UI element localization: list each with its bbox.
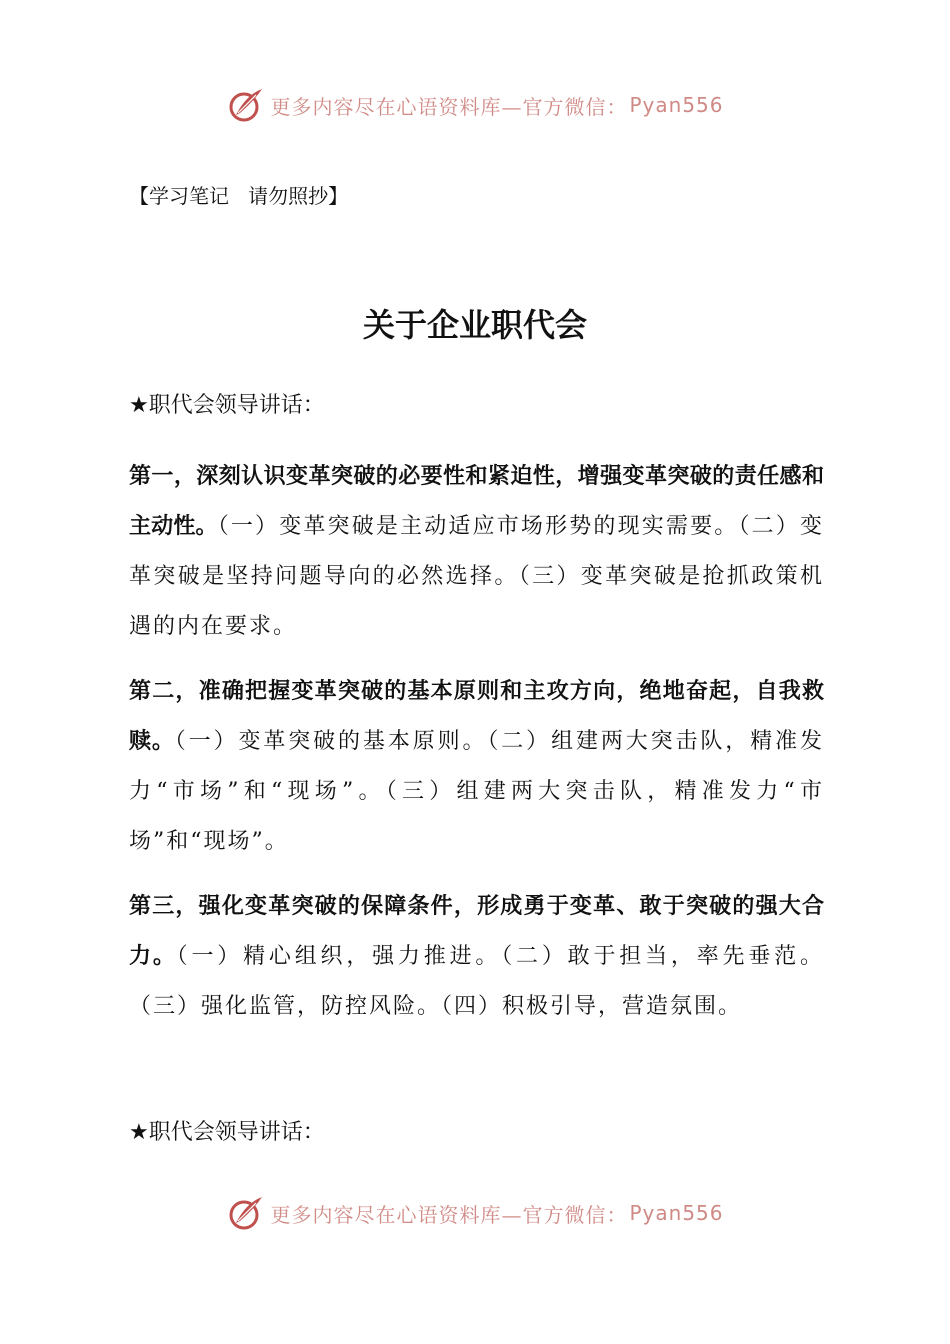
section-heading: ★职代会领导讲话：	[129, 1120, 325, 1145]
document-title: 关于企业职代会	[362, 306, 587, 344]
paragraph-second	[129, 667, 824, 867]
watermark-wechat-id: Pyan556	[629, 1201, 724, 1225]
paragraph-lead: 第三，强化变革突破的保障条件，形成勇于变革、敢于突破的强大合力。	[129, 894, 824, 969]
quill-logo-icon	[226, 85, 266, 125]
study-note-label: 【学习笔记 请勿照抄】	[129, 184, 349, 208]
watermark-banner-top	[0, 85, 950, 125]
paragraph-body: （一）变革突破的基本原则。（二）组建两大突击队，精准发力“市场”和“现场”。（三）组建两大突击队，精准发力“市场”和“现场”。	[129, 729, 824, 854]
paragraph-lead: 第一，深刻认识变革突破的必要性和紧迫性，增强变革突破的责任感和主动性。	[129, 464, 824, 539]
watermark-banner-bottom	[0, 1193, 950, 1233]
quill-logo-icon	[226, 1193, 266, 1233]
watermark-text: 更多内容尽在心语资料库—官方微信：	[270, 1202, 628, 1227]
watermark-wechat-id: Pyan556	[629, 93, 724, 117]
section-heading: ★职代会领导讲话：	[129, 393, 325, 418]
watermark-text: 更多内容尽在心语资料库—官方微信：	[270, 94, 628, 119]
paragraph-lead: 第二，准确把握变革突破的基本原则和主攻方向，绝地奋起，自我救赎。	[129, 679, 824, 754]
paragraph-body: （一）变革突破是主动适应市场形势的现实需要。（二）变革突破是坚持问题导向的必然选择。（三）变革突破是抢抓政策机遇的内在要求。	[129, 514, 824, 639]
paragraph-third	[129, 882, 824, 1032]
paragraph-body: （一）精心组织，强力推进。（二）敢于担当，率先垂范。（三）强化监管，防控风险。（四）积极引导，营造氛围。	[129, 944, 824, 1019]
paragraph-first	[129, 452, 824, 652]
